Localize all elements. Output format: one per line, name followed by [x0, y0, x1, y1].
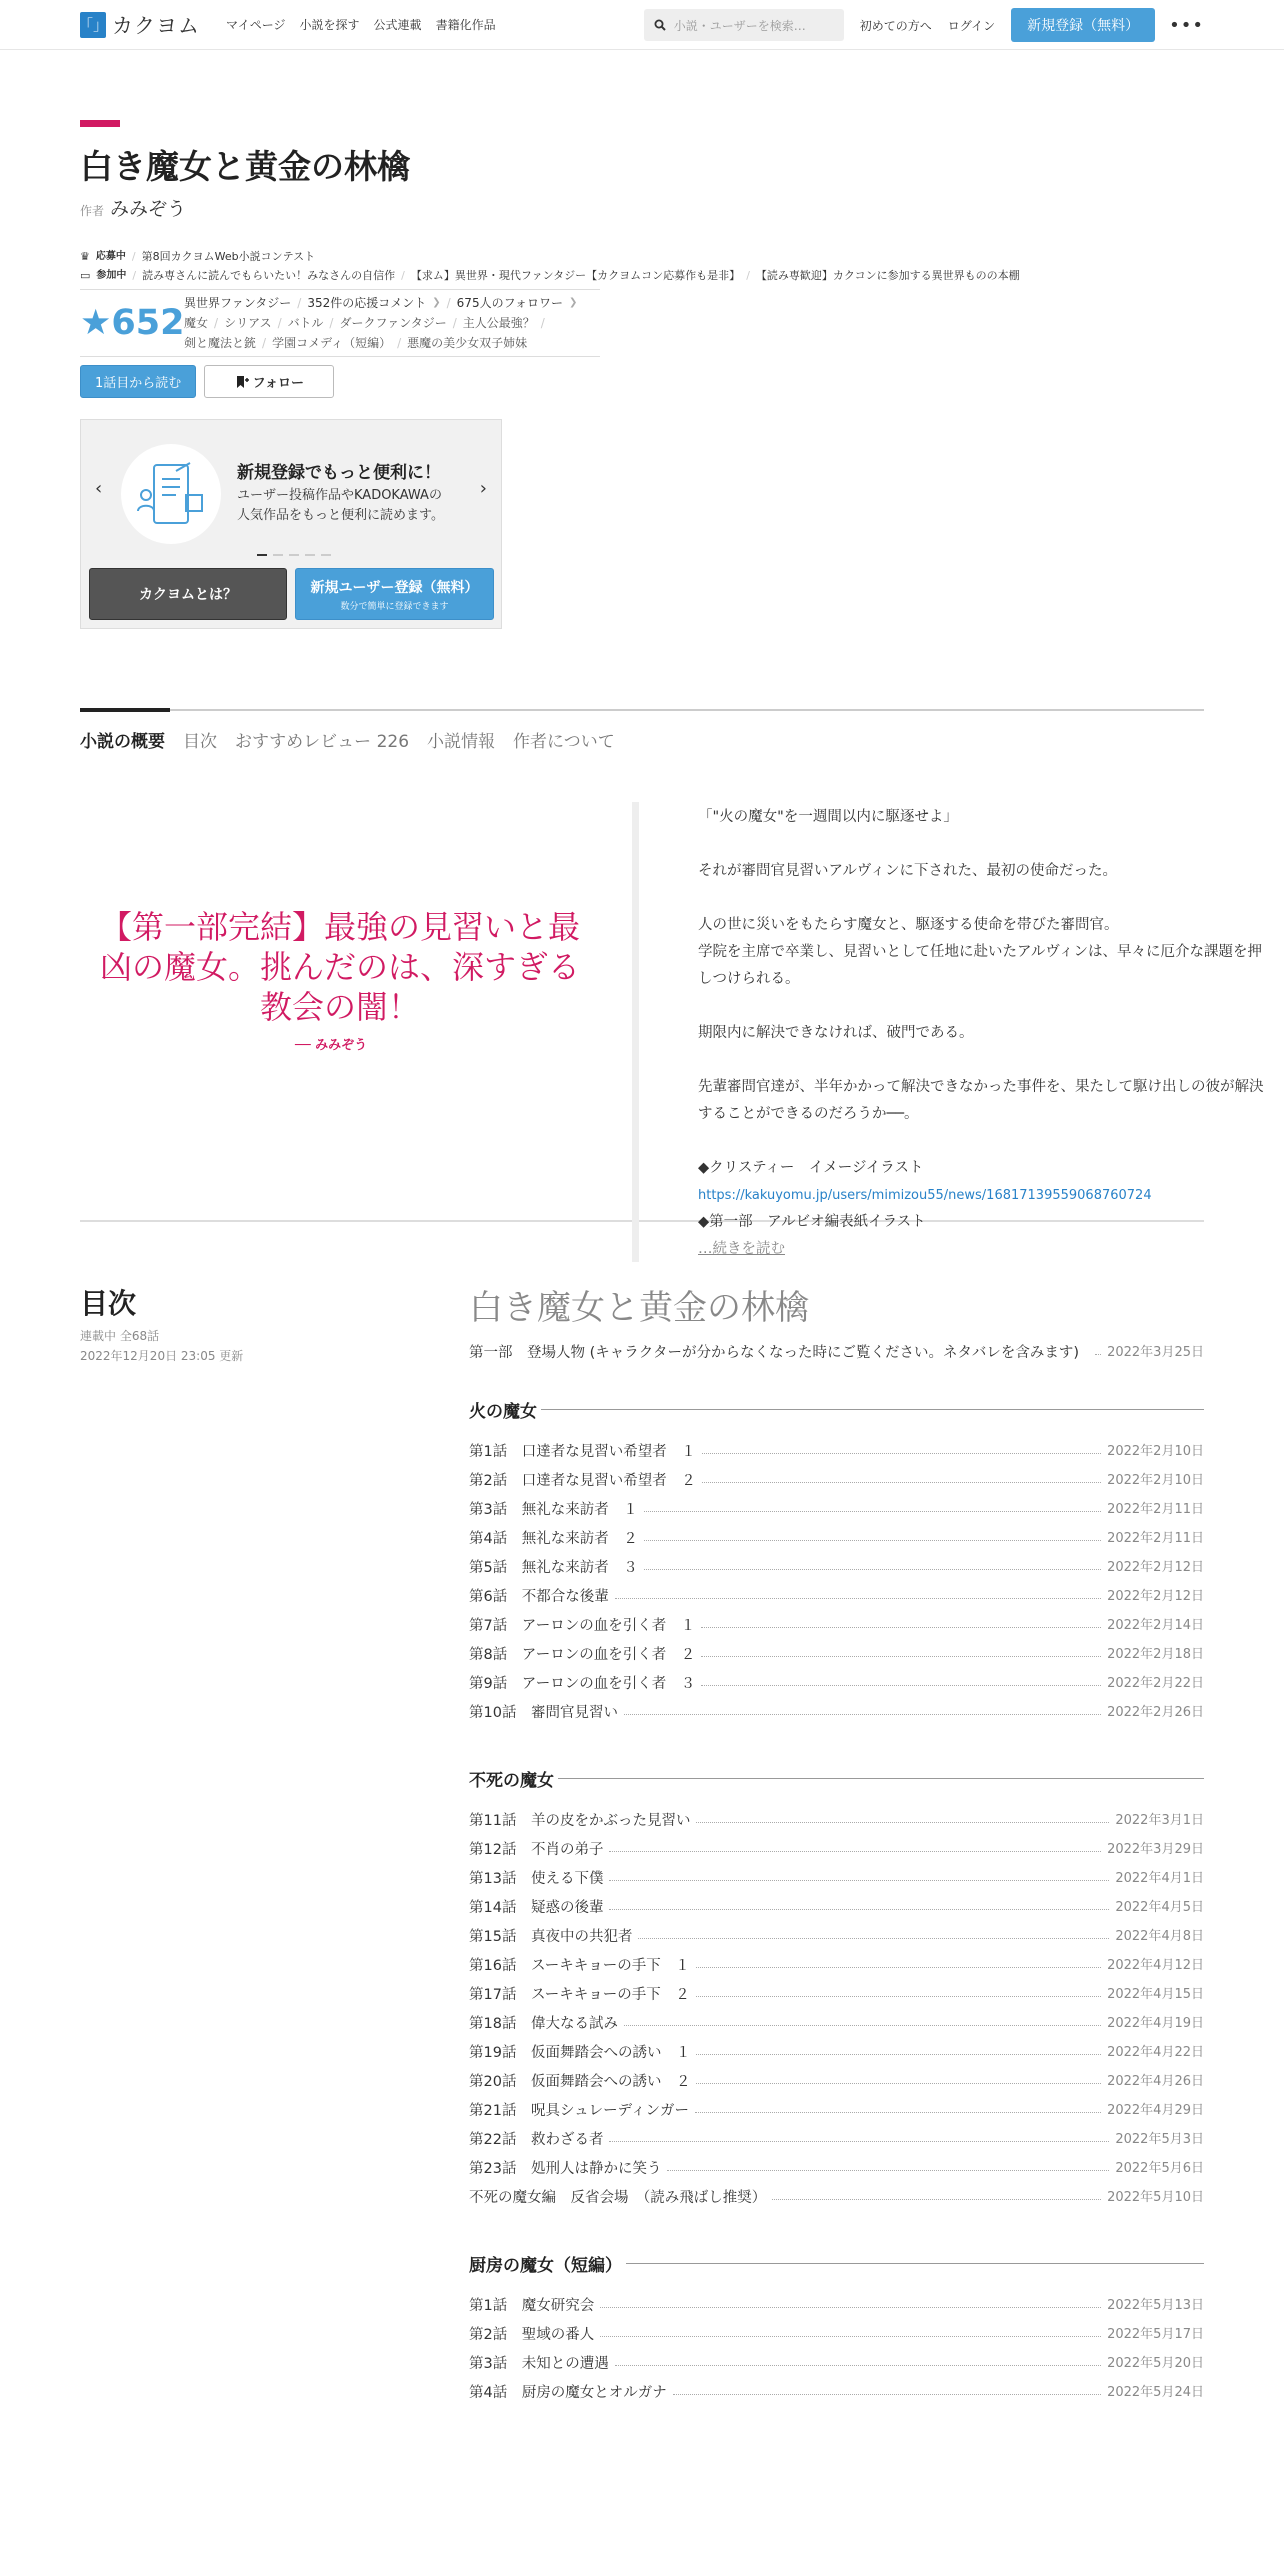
- nav-mypage[interactable]: マイページ: [226, 18, 286, 32]
- chapter-heading: [469, 1766, 1204, 1791]
- episode-link[interactable]: [469, 1956, 1204, 1985]
- promo-illustration: [121, 444, 221, 544]
- tag[interactable]: バトル: [287, 316, 324, 330]
- contest-label: 応募中: [95, 251, 126, 262]
- read-more-link[interactable]: …続きを読む: [698, 1241, 785, 1257]
- search-placeholder: 小説・ユーザーを検索…: [673, 18, 806, 33]
- episode-date: 2022年2月11日: [1107, 1502, 1204, 1517]
- episode-link[interactable]: [469, 2159, 1204, 2188]
- episode-link[interactable]: [469, 1471, 1204, 1500]
- carousel-dot[interactable]: [321, 554, 331, 556]
- carousel-dot[interactable]: [305, 554, 315, 556]
- contest-link[interactable]: 第8回カクヨムWeb小説コンテスト: [141, 250, 316, 263]
- episode-date: 2022年4月19日: [1107, 2016, 1204, 2031]
- episode-date: 2022年5月24日: [1107, 2385, 1204, 2400]
- tag[interactable]: ダークファンタジー: [339, 316, 447, 330]
- beginner-link[interactable]: 初めての方へ: [859, 18, 932, 33]
- episode-date: 2022年5月6日: [1115, 2161, 1204, 2176]
- main-nav: [226, 16, 496, 33]
- episode-date: 2022年4月12日: [1107, 1958, 1204, 1973]
- episode-date: 2022年4月15日: [1107, 1987, 1204, 2002]
- episode-link[interactable]: [469, 1343, 1204, 1363]
- title-accent-bar: [80, 120, 120, 127]
- episode-date: 2022年2月10日: [1107, 1473, 1204, 1488]
- episode-link[interactable]: [469, 2188, 1204, 2217]
- episode-date: 2022年2月12日: [1107, 1589, 1204, 1604]
- episode-link[interactable]: [469, 2296, 1204, 2325]
- episode-title: 第2話 聖域の番人: [469, 2327, 595, 2343]
- work-title[interactable]: 白き魔女と黄金の林檎: [80, 147, 410, 186]
- tag[interactable]: 学園コメディ（短編）: [272, 336, 392, 350]
- work-introduction: [80, 752, 1264, 1257]
- tag[interactable]: 悪魔の美少女双子姉妹: [407, 336, 528, 350]
- episode-title: 不死の魔女編 反省会場 （読み飛ばし推奨）: [469, 2190, 767, 2206]
- episode-title: 第7話 アーロンの血を引く者 １: [469, 1618, 696, 1634]
- episode-link[interactable]: [469, 1442, 1204, 1471]
- join-link-3[interactable]: 【読み専歓迎】カクコンに参加する異世界ものの本棚: [755, 269, 1020, 282]
- logo-mark: 「」: [80, 12, 106, 38]
- chevron-left-icon[interactable]: ‹: [95, 478, 103, 499]
- tag[interactable]: 主人公最強？: [462, 316, 535, 330]
- episode-title: 第15話 真夜中の共犯者: [469, 1929, 633, 1945]
- chapter-heading: [469, 1397, 1204, 1422]
- chevron-right-icon: ❯: [432, 297, 441, 308]
- more-menu-icon[interactable]: •••: [1169, 14, 1204, 36]
- episode-link[interactable]: [469, 1811, 1204, 1840]
- episode-title: 第9話 アーロンの血を引く者 ３: [469, 1676, 696, 1692]
- episode-title: 第2話 口達者な見習い希望者 ２: [469, 1473, 696, 1489]
- promo-description: ユーザー投稿作品やKADOKAWAの 人気作品をもっと便利に読めます。: [237, 488, 444, 523]
- search-icon: [654, 19, 666, 31]
- event-badges: ♛ 応募中 / 第8回カクヨムWeb小説コンテスト ▭ 参加中 / 読み専さんに読んでもらいたい！みなさんの自信作 / 【求ム】異世界・現代ファンタジー【カクヨムコン応募作も是非】 / 【読み専歓迎】カクコンに参加する異世界ものの本棚: [80, 247, 1204, 285]
- toc-heading: 目次: [80, 1287, 137, 1320]
- chapter-title: 厨房の魔女（短編）: [469, 2256, 622, 2276]
- follow-button[interactable]: [204, 365, 334, 398]
- episode-link[interactable]: [469, 1645, 1204, 1674]
- work-tabs: [80, 709, 1204, 752]
- episode-title: 第8話 アーロンの血を引く者 ２: [469, 1647, 696, 1663]
- episode-date: 2022年3月25日: [1107, 1345, 1204, 1360]
- author-line: [80, 194, 1204, 221]
- episode-date: 2022年2月11日: [1107, 1531, 1204, 1546]
- episode-title: 第6話 不都合な後輩: [469, 1589, 609, 1605]
- episode-title: 第21話 呪具シュレーディンガー: [469, 2103, 689, 2119]
- episode-date: 2022年2月22日: [1107, 1676, 1204, 1691]
- episode-title: 第13話 使える下僕: [469, 1871, 604, 1887]
- episode-title: 第4話 無礼な来訪者 ２: [469, 1531, 638, 1547]
- genre-link[interactable]: 異世界ファンタジー: [184, 296, 292, 310]
- book-icon: ▭: [80, 269, 91, 282]
- episode-title: 第1話 口達者な見習い希望者 １: [469, 1444, 696, 1460]
- logo-text: カクヨム: [112, 13, 200, 38]
- followers-link[interactable]: 675人のフォロワー: [456, 296, 563, 310]
- episode-date: 2022年2月14日: [1107, 1618, 1204, 1633]
- episode-title: 第一部 登場人物 (キャラクターが分からなくなった時にご覧ください。ネタバレを含みます): [469, 1345, 1079, 1361]
- episode-link[interactable]: [469, 1587, 1204, 1616]
- episode-title: 第3話 無礼な来訪者 １: [469, 1502, 638, 1518]
- episode-title: 第4話 厨房の魔女とオルガナ: [469, 2385, 667, 2401]
- episode-date: 2022年3月29日: [1107, 1842, 1204, 1857]
- episode-date: 2022年3月1日: [1115, 1813, 1204, 1828]
- episode-link[interactable]: [469, 2072, 1204, 2101]
- episode-link[interactable]: [469, 2130, 1204, 2159]
- episode-date: 2022年4月5日: [1115, 1900, 1204, 1915]
- tab-author[interactable]: 作者について: [513, 732, 615, 752]
- episode-title: 第10話 審問官見習い: [469, 1705, 618, 1721]
- nav-official[interactable]: 公式連載: [373, 18, 422, 32]
- tab-toc[interactable]: 目次: [183, 732, 217, 752]
- episode-date: 2022年4月1日: [1115, 1871, 1204, 1886]
- toc-work-title: 白き魔女と黄金の林檎: [469, 1288, 809, 1328]
- carousel-dots: [257, 554, 331, 556]
- author-link[interactable]: みみぞう: [110, 198, 187, 220]
- episode-link[interactable]: [469, 1529, 1204, 1558]
- tag[interactable]: シリアス: [224, 316, 272, 330]
- search-input[interactable]: [644, 9, 844, 41]
- episode-link[interactable]: [469, 1985, 1204, 2014]
- episode-link[interactable]: [469, 2014, 1204, 2043]
- story-text: 「"火の魔女"を一週間以内に駆逐せよ」 それが審問官見習いアルヴィンに下された、最初の使命だった。 人の世に災いをもたらす魔女と、駆逐する使命を帯びた審問官。 学院を主席で卒業し、見習いとして任地に赴いたアルヴィンは、早々に厄介な課題を押しつけられる。 期限内に解決できなければ、破門である。 先輩審問官達が、半年かかって解決できなかった事件を、果たして駆け出しの彼が解決することができるのだろうか──。 ◆クリスティー イメージイラスト https://kakuyomu.jp/users/mimizou55/news/16817139559068760724 ◆第一部 アルビオ編表紙イラスト …続きを読む: [698, 804, 1268, 1263]
- nav-search-novels[interactable]: 小説を探す: [299, 18, 360, 32]
- episode-date: 2022年5月13日: [1107, 2298, 1204, 2313]
- comments-link[interactable]: 352件の応援コメント: [307, 296, 427, 310]
- episode-link[interactable]: [469, 1840, 1204, 1869]
- login-link[interactable]: ログイン: [947, 18, 996, 33]
- episode-date: 2022年4月26日: [1107, 2074, 1204, 2089]
- episode-title: 第20話 仮面舞踏会への誘い ２: [469, 2074, 691, 2090]
- author-label: 作者: [80, 204, 105, 218]
- episode-date: 2022年5月20日: [1107, 2356, 1204, 2371]
- tab-reviews[interactable]: おすすめレビュー 226: [235, 732, 410, 752]
- episode-title: 第17話 スーキキョーの手下 ２: [469, 1987, 690, 2003]
- episode-link[interactable]: [469, 1500, 1204, 1529]
- signup-button[interactable]: [295, 568, 494, 620]
- episode-title: 第23話 処刑人は静かに笑う: [469, 2161, 662, 2177]
- episode-link[interactable]: [469, 2101, 1204, 2130]
- episode-link[interactable]: [469, 1927, 1204, 1956]
- read-first-episode-button[interactable]: 1話目から読む: [80, 365, 196, 398]
- episode-link[interactable]: [469, 2043, 1204, 2072]
- site-header: [0, 0, 1284, 50]
- join-link-2[interactable]: 【求ム】異世界・現代ファンタジー【カクヨムコン応募作も是非】: [410, 269, 741, 282]
- episode-date: 2022年4月29日: [1107, 2103, 1204, 2118]
- chapter-title: 火の魔女: [469, 1402, 537, 1422]
- carousel-dot[interactable]: [257, 554, 267, 556]
- episode-link[interactable]: [469, 1703, 1204, 1732]
- episode-link[interactable]: [469, 1869, 1204, 1898]
- episode-link[interactable]: [469, 2354, 1204, 2383]
- nav-books[interactable]: 書籍化作品: [435, 18, 496, 32]
- episode-link[interactable]: [469, 1558, 1204, 1587]
- toc-updated: 2022年12月20日 23:05 更新: [80, 1349, 244, 1363]
- episode-title: 第5話 無礼な来訪者 ３: [469, 1560, 638, 1576]
- episode-date: 2022年4月22日: [1107, 2045, 1204, 2060]
- tab-overview[interactable]: 小説の概要: [80, 732, 165, 752]
- join-link-1[interactable]: 読み専さんに読んでもらいたい！みなさんの自信作: [142, 269, 396, 282]
- carousel-dot[interactable]: [289, 554, 299, 556]
- episode-title: 第19話 仮面舞踏会への誘い １: [469, 2045, 691, 2061]
- episode-link[interactable]: [469, 2325, 1204, 2354]
- episode-date: 2022年2月10日: [1107, 1444, 1204, 1459]
- bookmark-plus-icon: [235, 375, 249, 389]
- promo-title: 新規登録でもっと便利に！: [237, 463, 441, 483]
- episode-title: 第16話 スーキキョーの手下 １: [469, 1958, 690, 1974]
- phone-user-icon: [136, 459, 206, 529]
- chapter-heading: [469, 2251, 1204, 2276]
- chevron-right-icon: ❯: [568, 297, 578, 308]
- episode-date: 2022年4月8日: [1115, 1929, 1204, 1944]
- intro-divider: [632, 802, 639, 1262]
- carousel-dot[interactable]: [273, 554, 283, 556]
- signup-button-sublabel: 数分で簡単に登録できます: [340, 601, 449, 612]
- episode-link[interactable]: [469, 1674, 1204, 1703]
- tag-list: 魔女 / シリアス / バトル / ダークファンタジー / 主人公最強？ /: [184, 313, 577, 333]
- tag[interactable]: 魔女: [184, 316, 209, 330]
- signup-promo-card: [80, 419, 502, 629]
- tag[interactable]: 剣と魔法と銃: [184, 336, 257, 350]
- illustration-link[interactable]: https://kakuyomu.jp/users/mimizou55/news/16817139559068760724: [698, 1188, 1152, 1203]
- episode-link[interactable]: [469, 1616, 1204, 1645]
- episode-title: 第11話 羊の皮をかぶった見習い: [469, 1813, 691, 1829]
- toc-meta: [80, 1326, 243, 1366]
- episode-link[interactable]: [469, 2383, 1204, 2412]
- episode-date: 2022年5月17日: [1107, 2327, 1204, 2342]
- episode-title: 第12話 不肖の弟子: [469, 1842, 604, 1858]
- signup-button-label: 新規ユーザー登録（無料）: [310, 579, 479, 596]
- star-count[interactable]: ★652: [80, 303, 185, 343]
- episode-link[interactable]: [469, 1898, 1204, 1927]
- episode-date: 2022年2月26日: [1107, 1705, 1204, 1720]
- work-stats: ★652 異世界ファンタジー / 352件の応援コメント ❯ / 675人のフォロワー ❯ 魔女 / シリアス / バトル / ダークファンタジー / 主人公最強？ / 剣と魔法と銃 / 学園コメディ（短編） / 悪魔の美少女双子姉妹: [80, 289, 600, 357]
- chapter-title: 不死の魔女: [469, 1771, 554, 1791]
- episode-date: 2022年2月18日: [1107, 1647, 1204, 1662]
- follow-label: フォロー: [252, 376, 304, 391]
- register-button[interactable]: 新規登録（無料）: [1011, 8, 1155, 42]
- episode-title: 第3話 未知との遭遇: [469, 2356, 609, 2372]
- tab-info[interactable]: 小説情報: [427, 732, 496, 752]
- episode-title: 第1話 魔女研究会: [469, 2298, 595, 2314]
- episode-title: 第14話 疑惑の後輩: [469, 1900, 604, 1916]
- catchphrase-author: ── みみぞう: [295, 1038, 368, 1053]
- site-logo[interactable]: [80, 10, 200, 40]
- episode-date: 2022年2月12日: [1107, 1560, 1204, 1575]
- about-kakuyomu-button[interactable]: カクヨムとは？: [89, 568, 287, 620]
- episode-title: 第22話 救わざる者: [469, 2132, 604, 2148]
- catchphrase: 【第一部完結】最強の見習いと最凶の魔女。挑んだのは、深すぎる教会の闇！: [100, 908, 581, 1026]
- join-label: 参加中: [96, 270, 127, 281]
- chevron-right-icon[interactable]: ›: [479, 478, 487, 499]
- crown-icon: ♛: [80, 250, 90, 263]
- episode-title: 第18話 偉大なる試み: [469, 2016, 618, 2032]
- toc-status: 連載中 全68話: [80, 1329, 160, 1343]
- episode-date: 2022年5月10日: [1107, 2190, 1204, 2205]
- episode-date: 2022年5月3日: [1115, 2132, 1204, 2147]
